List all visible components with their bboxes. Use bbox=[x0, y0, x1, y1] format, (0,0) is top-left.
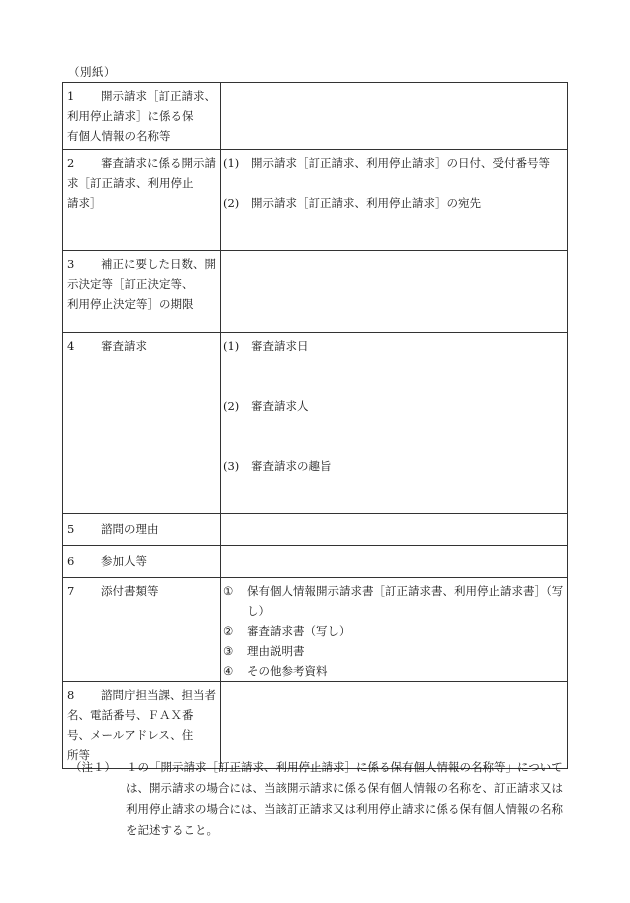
form-table bbox=[62, 82, 568, 769]
item-marker: (3) bbox=[223, 459, 240, 473]
item-marker: ③ bbox=[223, 644, 234, 658]
row-number: 2 bbox=[67, 156, 75, 170]
table-row bbox=[63, 578, 568, 682]
item-marker: (2) bbox=[223, 196, 240, 210]
table-row bbox=[63, 514, 568, 546]
row-label-line: 参加人等 bbox=[101, 554, 147, 568]
list-item bbox=[223, 193, 565, 213]
table-row bbox=[63, 682, 568, 769]
item-text: 開示請求［訂正請求、利用停止請求］の宛先 bbox=[251, 196, 481, 210]
list-item bbox=[223, 153, 565, 173]
row-number: 7 bbox=[67, 584, 75, 598]
list-item bbox=[223, 456, 565, 476]
row-label-cell bbox=[63, 578, 221, 682]
row-content-cell bbox=[221, 251, 568, 333]
item-text: 保有個人情報開示請求書［訂正請求書、利用停止請求書］（写し） bbox=[247, 584, 564, 618]
item-text: 審査請求人 bbox=[251, 399, 309, 413]
row-number: 8 bbox=[67, 688, 75, 702]
attachment-label: （別紙） bbox=[68, 65, 116, 79]
list-item bbox=[223, 641, 565, 661]
row-content-cell bbox=[221, 546, 568, 578]
row-number: 3 bbox=[67, 257, 75, 271]
table-row bbox=[63, 150, 568, 251]
row-label-line: 添付書類等 bbox=[101, 584, 159, 598]
list-item bbox=[223, 621, 565, 641]
table-row bbox=[63, 251, 568, 333]
table-row bbox=[63, 333, 568, 514]
row-number: 6 bbox=[67, 554, 75, 568]
row-label-cell bbox=[63, 83, 221, 150]
row-label-cell bbox=[63, 682, 221, 769]
row-content-cell bbox=[221, 578, 568, 682]
row-label-cell bbox=[63, 333, 221, 514]
row-label-line: 所等 bbox=[67, 748, 90, 762]
item-text: 審査請求日 bbox=[251, 339, 309, 353]
row-number: 1 bbox=[67, 89, 75, 103]
list-item bbox=[223, 336, 565, 356]
row-label-line: 請求］ bbox=[67, 196, 102, 210]
row-label-line: 示決定等［訂正決定等、 bbox=[67, 277, 194, 291]
item-marker: ① bbox=[223, 584, 234, 598]
item-text: 開示請求［訂正請求、利用停止請求］の日付、受付番号等 bbox=[251, 156, 550, 170]
row-label-cell bbox=[63, 546, 221, 578]
row-content-cell bbox=[221, 682, 568, 769]
list-item bbox=[223, 661, 565, 681]
table-row bbox=[63, 546, 568, 578]
footnote bbox=[70, 757, 570, 841]
footnote-tag: （注１） bbox=[70, 760, 116, 774]
row-content-cell bbox=[221, 83, 568, 150]
row-label-line: 利用停止請求］に係る保 bbox=[67, 109, 194, 123]
row-label-line: 求［訂正請求、利用停止 bbox=[67, 176, 194, 190]
row-label-cell bbox=[63, 150, 221, 251]
footnote-text: １の「開示請求［訂正請求、利用停止請求］に係る保有個人情報の名称等」については、開示請求の場合には、当該開示請求に係る保有個人情報の名称を、訂正請求又は利用停止請求の場合には、当該訂正請求又は利用停止請求に係る保有個人情報の名称を記述すること。 bbox=[126, 760, 563, 837]
row-label-line: 開示請求［訂正請求、 bbox=[101, 89, 216, 103]
item-marker: (1) bbox=[223, 156, 240, 170]
row-number: 4 bbox=[67, 339, 75, 353]
row-content-cell bbox=[221, 514, 568, 546]
row-label-line: 有個人情報の名称等 bbox=[67, 129, 171, 143]
item-text: 審査請求書（写し） bbox=[247, 624, 351, 638]
item-text: 審査請求の趣旨 bbox=[251, 459, 332, 473]
item-text: 理由説明書 bbox=[247, 644, 305, 658]
row-label-line: 審査請求 bbox=[101, 339, 147, 353]
row-number: 5 bbox=[67, 522, 75, 536]
table-row bbox=[63, 83, 568, 150]
row-content-cell bbox=[221, 333, 568, 514]
row-label-line: 諮問の理由 bbox=[101, 522, 159, 536]
item-marker: ② bbox=[223, 624, 234, 638]
list-item bbox=[223, 581, 565, 621]
row-label-cell bbox=[63, 251, 221, 333]
row-label-line: 諮問庁担当課、担当者 bbox=[101, 688, 216, 702]
item-text: その他参考資料 bbox=[247, 664, 328, 678]
row-label-line: 号、メールアドレス、住 bbox=[67, 728, 194, 742]
row-content-cell bbox=[221, 150, 568, 251]
item-marker: (1) bbox=[223, 339, 240, 353]
row-label-line: 利用停止決定等］の期限 bbox=[67, 297, 194, 311]
list-item bbox=[223, 396, 565, 416]
row-label-line: 審査請求に係る開示請 bbox=[101, 156, 216, 170]
item-marker: (2) bbox=[223, 399, 240, 413]
row-label-line: 補正に要した日数、開 bbox=[101, 257, 216, 271]
item-marker: ④ bbox=[223, 664, 234, 678]
row-label-line: 名、電話番号、ＦＡＸ番 bbox=[67, 708, 194, 722]
row-label-cell bbox=[63, 514, 221, 546]
